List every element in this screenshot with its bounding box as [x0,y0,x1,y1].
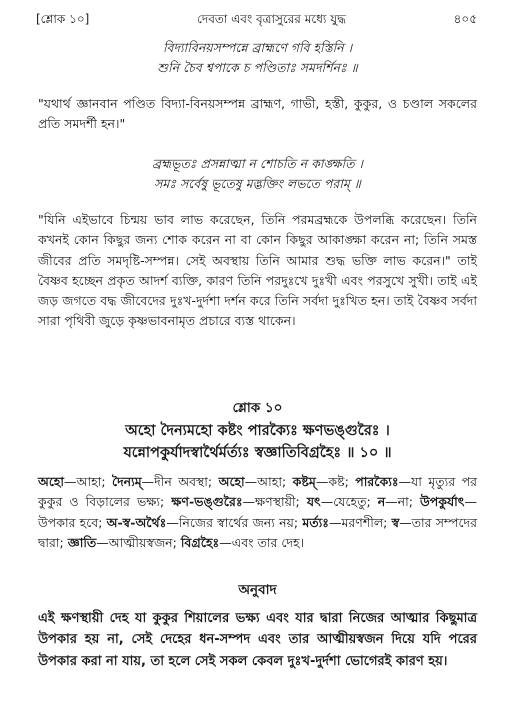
paragraph-text: "যিনি এইভাবে চিন্ময় ভাব লাভ করেছেন, তিনি পরমব্রহ্মকে উপলব্ধি করেছেন। তিনি কখনই কোন কিছুর জন্য শোক করেন না বা কোন কিছুর আকাঙ্ক্ষা করেন না; তিনি সমস্ত জীবের প্রতি সমদৃষ্টি-সম্পন্ন। সেই অবস্থায় তিনি আমার শুদ্ধ ভক্তি লাভ করেন।" তাই বৈষ্ণব হচ্ছেন প্রকৃত আদর্শ ব্যক্তি, কারণ তিনি পরদুঃখে দুঃখী এবং পরসুখে সুখী। তাই এই জড় জগতে বদ্ধ জীবেদের দুঃখ-দুর্দশা দর্শন করে তিনি সর্বদা দুঃখিত হন। তাই বৈষ্ণব সর্বদা সারা পৃথিবী জুড়ে কৃষ্ণভাবনামৃত প্রচারে ব্যস্ত থাকেন। [38,212,477,329]
anubad-text: এই ক্ষণস্থায়ী দেহ যা কুকুর শিয়ালের ভক্ষ্য এবং যার দ্বারা নিজের আত্মার কিছুমাত্র উপকার হয় না, সেই দেহের ধন-সম্পদ এবং তার আত্মীয়স্বজন দিয়ে যদি পরের উপকার করা না যায়, তা হলে সেই সকল কেবল দুঃখ-দুর্দশা ভোগেরই কারণ হয়। [38,611,477,669]
header-verse-ref: [শ্লোক ১০] [36,12,90,26]
synonym-meaning: —না; [385,494,421,510]
paragraph-text: "যথার্থ জ্ঞানবান পণ্ডিত বিদ্যা-বিনয়সম্পন্ন ব্রাহ্মণ, গাভী, হস্তী, কুকুর, ও চণ্ডাল সকলের প্রতি সমদর্শী হন।" [38,96,477,132]
synonym-word: দৈন্যম্ [112,474,142,489]
synonym-meaning: —আহা; [64,474,113,489]
quote-line: ব্রহ্মভূতঃ প্রসন্নাত্মা ন শোচতি ন কাঙ্ক্ষতি । [152,156,363,171]
anubad-section [38,608,477,672]
quote-line: সমঃ সর্বেষু ভূতেষু মদ্ভক্তিং লভতে পরাম্ ॥ [154,176,361,192]
synonym-word: ক্ষণ-ভঙ্গুরৈঃ [171,494,243,510]
synonym-meaning: —যা মৃত্যুর পর কুকুর ও বিড়ালের ভক্ষ্য; [38,474,477,510]
sloka-line: যন্নোপকুর্যাদস্বার্থৈর্মর্ত্যঃ স্বজ্ঞাতিবিগ্রহৈঃ ॥ ১০ ॥ [123,445,392,462]
synonym-meaning: —মরণশীল; [328,514,392,530]
synonym-word: কষ্টম্ [292,474,316,489]
quote-line: শুনি চৈব শ্বপাকে চ পণ্ডিতাঃ সমদর্শিনঃ ॥ [157,60,358,76]
synonym-word: বিগ্রহৈঃ [180,534,220,550]
synonym-word: জ্ঞাতি [67,534,97,550]
sloka-line: অহো দৈন্যমহো কষ্টং পারক্যৈঃ ক্ষণভঙ্গুরৈঃ । [125,422,390,439]
sloka-heading: শ্লোক ১০ [232,400,283,416]
anubad-title: অনুবাদ [238,582,277,598]
synonym-meaning: —দীন অবস্থা; [141,474,219,489]
synonym-word: পারক্যৈঃ [355,474,399,489]
header-page-number: ৪০৫ [453,12,477,26]
synonym-word: অহো [38,474,65,489]
synonym-meaning: —যেহেতু; [320,494,378,510]
synonym-word: মর্ত্যঃ [302,514,329,530]
quote-line: বিদ্যাবিনয়সম্পন্নে ব্রাহ্মণে গবি হস্তিনি । [162,40,353,55]
translation-paragraph-1 [38,94,477,135]
synonym-meaning: —কষ্ট; [315,474,356,489]
synonyms [38,472,477,553]
synonym-word: অহো [218,474,245,489]
synonym-word: ন [377,494,386,510]
synonym-meaning: —তার সম্পদের দ্বারা; [38,514,477,550]
synonym-word: যৎ [306,494,321,510]
synonym-meaning: —আহা; [244,474,293,489]
quote-gita-1 [38,38,477,79]
synonym-meaning: —এবং তার দেহ। [219,534,305,550]
synonym-meaning: —উপকার হবে; [38,494,477,530]
sloka-section [38,398,477,465]
synonym-word: উপকুর্যাৎ [420,494,465,510]
synonyms-text [38,472,477,553]
synonym-meaning: —ক্ষণস্থায়ী; [242,494,307,510]
synonym-word: স্ব [391,514,400,530]
synonym-meaning: —আত্মীয়স্বজন; [96,534,181,550]
purport-paragraph [38,210,477,332]
page-header [36,10,477,29]
header-chapter-title: দেবতা এবং বৃত্রাসুরের মধ্যে যুদ্ধ [197,12,346,26]
quote-gita-2 [38,154,477,195]
synonym-word: অ-স্ব-অর্থৈঃ [106,514,167,530]
synonym-meaning: —নিজের স্বার্থের জন্য নয়; [166,514,303,530]
anubad-heading [38,580,477,602]
